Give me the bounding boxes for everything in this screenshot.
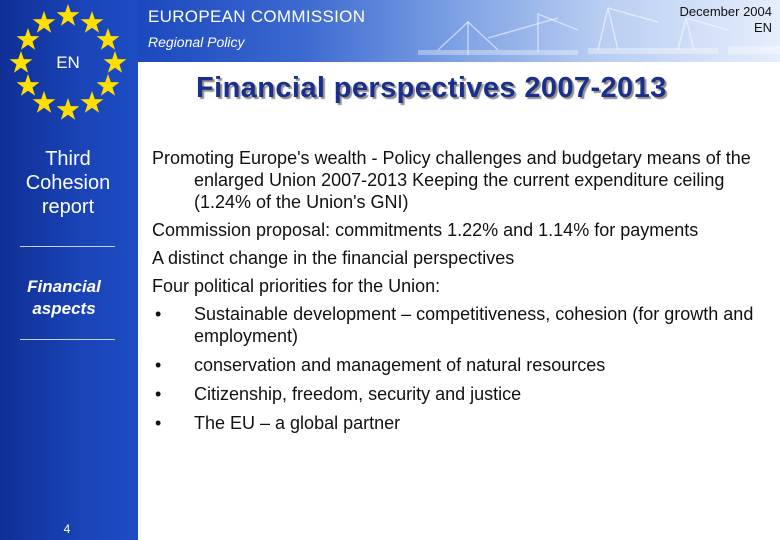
bullet-text: conservation and management of natural resources — [194, 355, 606, 375]
bullet-text: The EU – a global partner — [194, 413, 401, 433]
paragraph: A distinct change in the financial perspectives — [152, 248, 515, 268]
header-banner — [138, 0, 780, 62]
language-code: EN — [753, 20, 772, 35]
bullet-dot: • — [155, 384, 162, 404]
sidebar — [0, 0, 138, 540]
paragraph: Commission proposal: commitments 1.22% and 1.14% for payments — [152, 220, 699, 240]
bullet-text: Citizenship, freedom, security and justice — [194, 384, 522, 404]
language-label: EN — [56, 53, 80, 72]
paragraph: Promoting Europe's wealth - Policy challenges and budgetary means of the enlarged Union 2007-2013 Keeping the current expenditure ceiling (1.24% of the Union's GNI) — [152, 148, 751, 212]
slide-title: Financial perspectives 2007-2013 — [196, 72, 667, 104]
paragraph: Four political priorities for the Union: — [152, 276, 441, 296]
page-number: 4 — [63, 522, 71, 536]
date-stamp — [680, 4, 773, 36]
sidebar-title: Third Cohesion report — [25, 148, 111, 218]
bullet-dot: • — [155, 304, 162, 324]
slide-body — [152, 147, 770, 434]
sidebar-subtitle: Financial aspects — [27, 277, 101, 318]
bullet-dot: • — [155, 413, 162, 433]
sidebar-divider-bottom — [20, 339, 115, 340]
bullet-text: Sustainable development – competitiveness, cohesion (for growth and employment) — [194, 304, 754, 346]
bullet-item — [152, 412, 770, 434]
bullet-item — [152, 354, 770, 376]
department-name: Regional Policy — [148, 34, 245, 50]
bullet-item — [152, 383, 770, 405]
date-label: December 2004 — [679, 4, 772, 19]
bullet-dot: • — [155, 355, 162, 375]
sidebar-divider-top — [20, 246, 115, 247]
bullet-item — [152, 303, 770, 347]
organization-name: EUROPEAN COMMISSION — [148, 7, 366, 26]
